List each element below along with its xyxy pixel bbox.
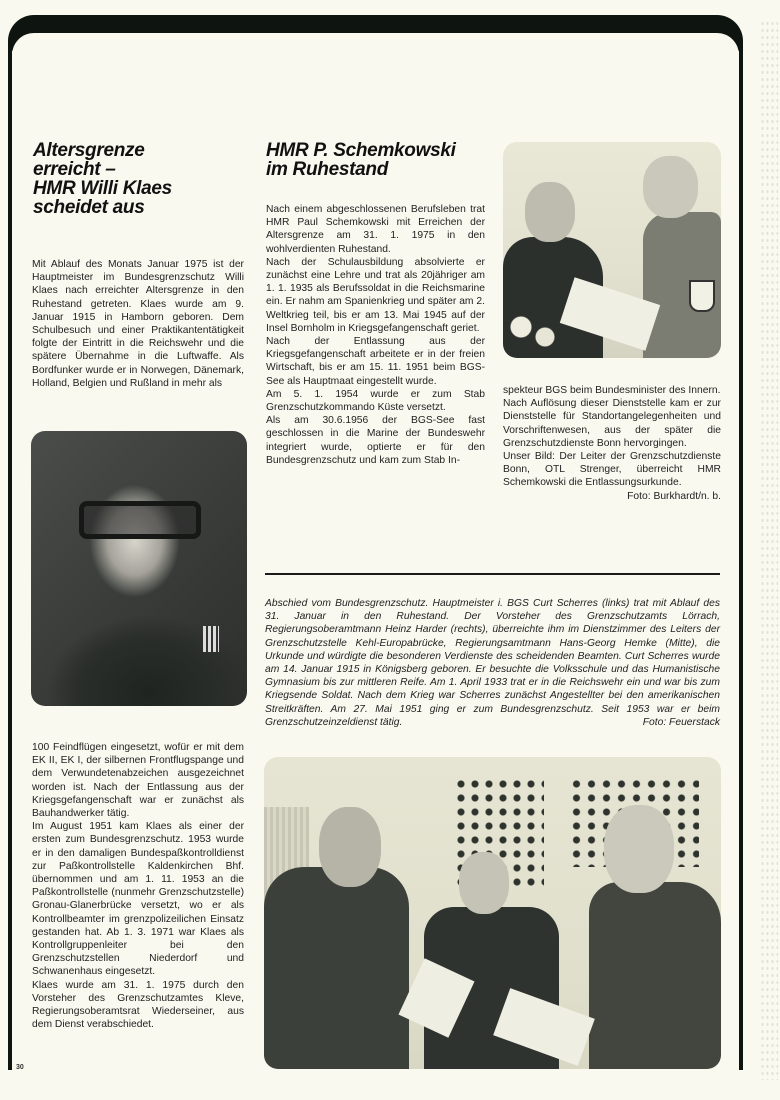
paragraph: Nach Auflösung dieser Dienststelle kam er zur Dienststelle für Standortangelegenheiten und Vorschriftenwesen, aus der später die Grenzschutzdienste Bonn hervorgingen. [503,398,721,449]
article3-caption [265,597,720,729]
paragraph: Im August 1951 kam Klaes als einer der ersten zum Bundesgrenzschutz. 1953 wurde er in den damaligen Bundespaßkontrolldienst zur Paßkontrollstelle Kaldenkirchen Bhf. übernommen und am 1. 11. 1953 an die Paßkontrollstelle (nunmehr Grenzschutzstelle) Gronau-Glanerbrücke versetzt, wo er als Kontrollbeamter im grenzpolizeilichen Einsatz gestanden hat. Ab 1. 3. 1971 war Klaes als Kontrollgruppenleiter bei den Grenzschutzstellen Niederdorf und Schwanenhaus eingesetzt. [32,821,244,978]
photo-credit: Foto: Burkhardt/n. b. [627,490,721,502]
officer-head [643,156,698,218]
headline-line: scheidet aus [33,197,145,218]
headline-line: erreicht – [33,159,116,180]
paragraph: Mit Ablauf des Monats Januar 1975 ist der Hauptmeister im Bundesgrenzschutz Willi Klaes nach erreichter Altersgrenze in den Ruhestand getreten. Klaes wurde am 9. Januar 1915 in Hamborn geboren. Dem Schulbesuch und einer Praktikantentätigkeit folgte der Eintritt in die Reichswehr und die spätere Übernahme in die Luftwaffe. Als Bordfunker wurde er in Norwegen, Dänemark, Holland, Belgien und Rußland in mehr als [32,259,244,389]
article1-headline [33,141,233,217]
paragraph: Nach der Entlassung aus der Kriegsgefangenschaft arbeitete er in der freien Wirtschaft, bis er am 15. 11. 1951 beim BGS-See als Hauptmaat eingestellt wurde. [266,336,485,387]
bgs-shoulder-patch [689,280,715,312]
paragraph: Klaes wurde am 31. 1. 1975 durch den Vorsteher des Grenzschutzamtes Kleve, Regierungsoberamtsrat Wiederseiner, aus dem Dienst verabschiedet. [32,979,244,1031]
article3-group-photo [264,757,721,1069]
glasses-shape [79,501,201,539]
scan-edge [760,20,778,1080]
right-civilian-head [604,805,674,893]
middle-officer-head [459,852,509,914]
article1-body-top [32,258,244,390]
headline-line: im Ruhestand [266,159,389,180]
paragraph: 100 Feindflügen eingesetzt, wofür er mit dem EK II, EK I, der silbernen Frontflugspange und dem Verwundetenabzeichen ausgezeichnet worden ist. Nach der Entlassung aus der Kriegsgefangenschaft war er zunächst als Bauhandwerker tätig. [32,742,244,820]
page-number: 30 [16,1064,24,1071]
page-frame-right [739,40,743,1070]
right-civilian-figure [589,882,721,1069]
photo-credit: Foto: Feuerstack [642,716,720,728]
paragraph: Als am 30.6.1956 der BGS-See fast geschlossen in die Marine der Bundeswehr integriert wurde, optierte er für den Bundesgrenzschutz und kam zum Stab In- [266,415,485,466]
civilian-head [525,182,575,242]
article2-body-right [503,384,721,503]
paragraph: spekteur BGS beim Bundesminister des Innern. [503,385,721,396]
left-officer-figure [264,867,409,1069]
page-frame-inner [12,33,739,73]
page-frame-left [8,40,12,1070]
article1-portrait-photo [31,431,247,706]
photo-caption-text: Unser Bild: Der Leiter der Grenzschutzdienste Bonn, OTL Strenger, überreicht HMR Schemkowski die Entlassungsurkunde. [503,451,721,489]
section-divider [265,573,720,575]
article2-headline [266,141,496,179]
paragraph: Am 5. 1. 1954 wurde er zum Stab Grenzschutzkommando Küste versetzt. [266,388,485,414]
article1-body-bottom [32,741,244,1031]
caption-text: Abschied vom Bundesgrenzschutz. Hauptmeister i. BGS Curt Scherres (links) trat mit Ablauf des 31. Januar in den Ruhestand. Der Vorsteher des Grenzschutzamts Lörrach, Regierungsoberamtmann Heinz Harder (rechts), überreichte ihm im Dienstzimmer des Leiters der Grenzschutzstelle Kehl-Europabrücke, Regierungsamtmann Hans-Georg Hemke (Mitte), die Urkunde und würdigte die besonderen Verdienste des scheidenden Beamten. Curt Scherres wurde am 14. Januar 1915 in Königsberg geboren. Er besuchte die Volksschule und das Humanistische Gymnasium bis zur mittleren Reife. Am 1. April 1933 trat er in die Reichswehr ein und war bis zum Kriegsende Soldat. Nach dem Krieg war Scherres zunächst Angestellter bei den amerikanischen Streitkräften. Am 27. Mai 1951 ging er zum Bundesgrenzschutz. Seit 1953 war er beim Grenzschutzeinzeldienst tätig. [265,598,720,728]
headline-line: HMR Willi Klaes [33,178,172,199]
article2-body-left [266,203,485,467]
article2-handover-photo [503,142,721,358]
collar-insignia [203,626,219,652]
headline-line: HMR P. Schemkowski [266,140,456,161]
paragraph: Nach der Schulausbildung absolvierte er zunächst eine Lehre und trat als 20jähriger am 1. 1. 1935 als Berufssoldat in die Reichsmarine ein. Er nahm am Spanienkrieg und später am 2. Weltkrieg teil, bis er am 13. Mai 1945 auf der Insel Bornholm in Kriegsgefangenschaft geriet. [266,256,485,334]
flowers-shape [503,307,563,357]
paragraph [503,450,721,502]
left-officer-head [319,807,381,887]
headline-line: Altersgrenze [33,140,145,161]
paragraph: Nach einem abgeschlossenen Berufsleben trat HMR Paul Schemkowski mit Erreichen der Altersgrenze am 31. 1. 1975 in den wohlverdienten Ruhestand. [266,204,485,255]
